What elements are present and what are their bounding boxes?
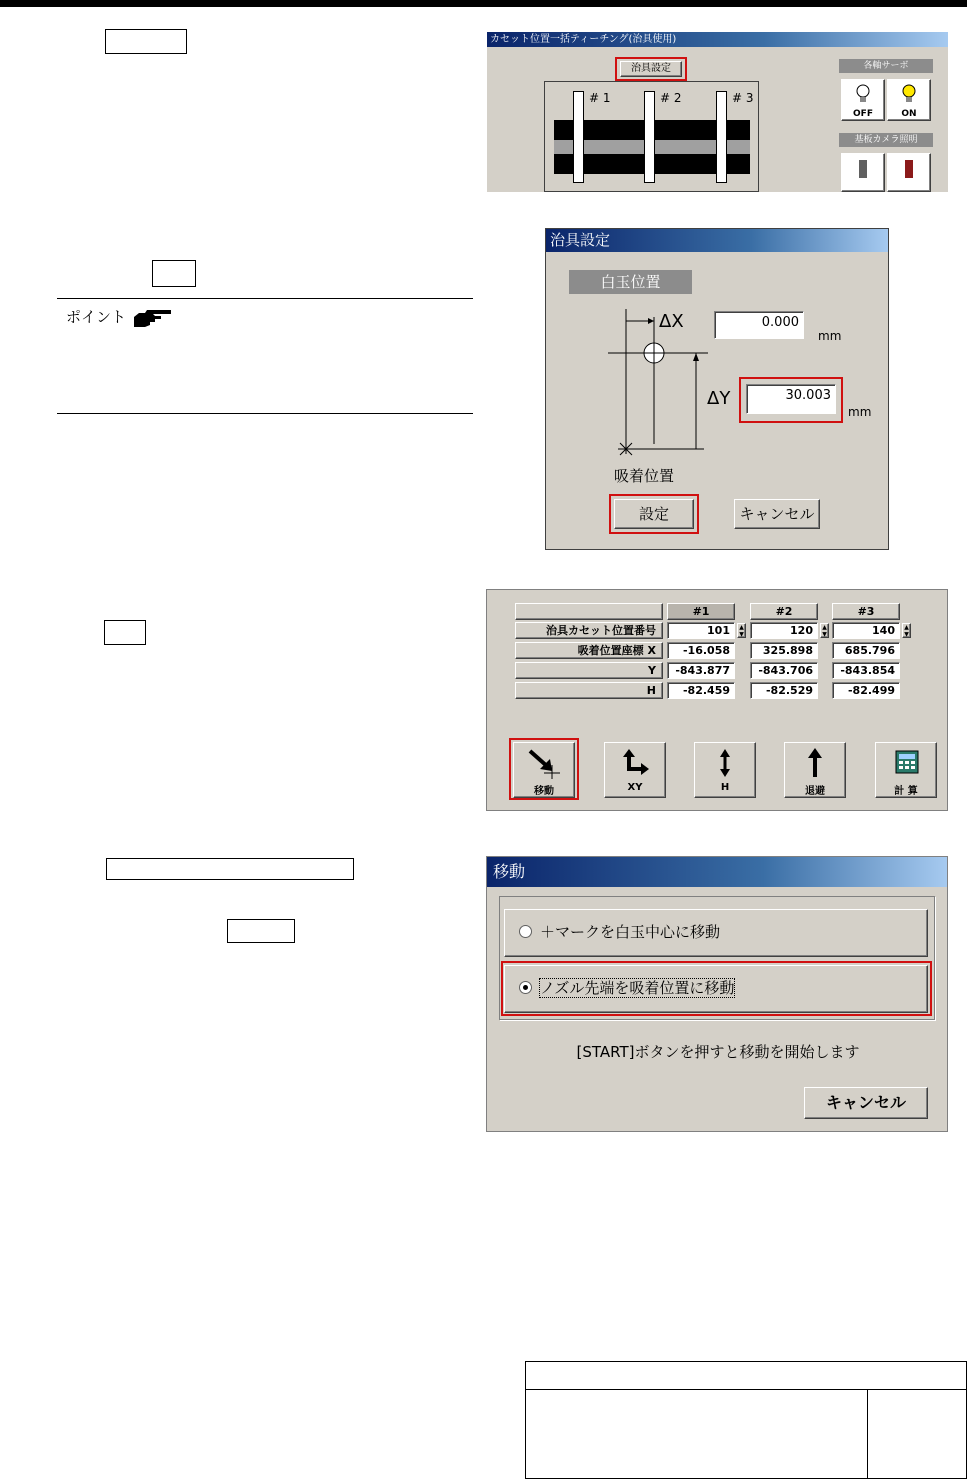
column-header-3[interactable]: #3 (832, 603, 900, 620)
x-value-1: -16.058 (667, 642, 735, 659)
y-value-1: -843.877 (667, 662, 735, 679)
suction-position-label: 吸着位置 (614, 467, 675, 485)
jig-settings-button[interactable]: 治具設定 (620, 61, 682, 77)
slot-2-label: # 2 (660, 91, 682, 105)
dialog-title: 治具設定 (546, 229, 888, 252)
cassette-teaching-window (487, 32, 948, 192)
row-label-x: 吸着位置座標 X (515, 642, 663, 659)
move-button[interactable] (513, 742, 575, 798)
servo-off-label: OFF (853, 109, 873, 119)
h-label: H (720, 782, 730, 793)
dx-unit: mm (818, 329, 842, 343)
set-button[interactable]: 設定 (614, 499, 694, 529)
dy-label: ΔY (707, 388, 731, 409)
h-value-1: -82.459 (667, 682, 735, 699)
x-value-2: 325.898 (750, 642, 818, 659)
radio-unselected (519, 925, 532, 938)
divider (57, 298, 473, 299)
calculator-icon (886, 747, 926, 779)
x-value-3: 685.796 (832, 642, 900, 659)
cassette-no-2[interactable]: 120 (750, 622, 818, 639)
servo-off-button[interactable] (841, 79, 885, 121)
diagonal-arrow-icon (524, 747, 564, 779)
lamp-off-icon (859, 160, 867, 178)
slot-3[interactable] (716, 91, 727, 183)
vertical-arrow-icon (705, 747, 745, 779)
calculate-button[interactable] (875, 742, 937, 798)
key-label-box (227, 919, 295, 943)
bulb-off-icon (855, 83, 871, 105)
key-label-box (106, 858, 354, 880)
move-dialog (486, 856, 948, 1132)
light-off-button[interactable] (841, 153, 885, 192)
cancel-button[interactable]: キャンセル (734, 499, 820, 529)
spin-2[interactable]: ▲ ▼ (820, 623, 829, 638)
servo-on-button[interactable] (887, 79, 931, 121)
table-row-divider (526, 1389, 966, 1390)
up-arrow-icon (795, 747, 835, 779)
cassette-no-1[interactable]: 101 (667, 622, 735, 639)
option-mark-to-ball[interactable] (504, 909, 928, 957)
camera-light-label: 基板カメラ照明 (839, 133, 933, 147)
key-label-box (104, 620, 146, 645)
row-label-cassette-no: 治具カセット位置番号 (515, 622, 663, 639)
bulb-on-icon (899, 83, 919, 105)
h-button[interactable] (694, 742, 756, 798)
window-title: カセット位置一括ティーチング(治具使用) (487, 32, 948, 47)
teaching-table-panel (486, 589, 948, 811)
point-label: ポイント (66, 308, 127, 326)
key-label-box (152, 260, 196, 287)
start-message: [START]ボタンを押すと移動を開始します (576, 1043, 860, 1061)
option-nozzle-to-suction[interactable] (504, 965, 928, 1013)
column-header-2[interactable]: #2 (750, 603, 818, 620)
pointing-hand-icon (131, 307, 175, 329)
slot-2[interactable] (644, 91, 655, 183)
slot-3-label: # 3 (732, 91, 754, 105)
column-header-1[interactable]: #1 (667, 603, 735, 620)
radio-selected (519, 981, 532, 994)
reference-table (525, 1361, 967, 1479)
servo-label: 各軸サーボ (839, 59, 933, 73)
table-col-divider (867, 1389, 868, 1478)
y-value-2: -843.706 (750, 662, 818, 679)
xy-label: XY (627, 782, 643, 793)
row-label-y: Y (515, 662, 663, 679)
option-mark-label: ＋マークを白玉中心に移動 (540, 923, 721, 941)
point-heading (66, 306, 175, 329)
light-on-button[interactable] (887, 153, 931, 192)
cancel-button[interactable]: キャンセル (804, 1087, 928, 1119)
row-label-h: H (515, 682, 663, 699)
spin-1[interactable]: ▲ ▼ (737, 623, 746, 638)
y-value-3: -843.854 (832, 662, 900, 679)
servo-on-label: ON (901, 109, 917, 119)
dy-input[interactable]: 30.003 (746, 384, 836, 414)
calculate-label: 計 算 (894, 786, 918, 797)
slot-1[interactable] (573, 91, 584, 183)
key-label-box (105, 29, 187, 54)
table-header-blank (515, 603, 663, 620)
dialog-title: 移動 (487, 857, 947, 887)
jig-settings-dialog (545, 228, 889, 550)
divider (57, 413, 473, 414)
dy-unit: mm (848, 405, 872, 419)
cassette-diagram (544, 81, 759, 192)
h-value-2: -82.529 (750, 682, 818, 699)
dx-input[interactable]: 0.000 (714, 311, 804, 339)
lamp-on-icon (905, 160, 913, 178)
h-value-3: -82.499 (832, 682, 900, 699)
retract-button[interactable] (784, 742, 846, 798)
cassette-no-3[interactable]: 140 (832, 622, 900, 639)
dx-label: ΔX (659, 311, 684, 332)
xy-arrow-icon (615, 747, 655, 779)
move-label: 移動 (534, 786, 554, 797)
retract-label: 退避 (805, 786, 825, 797)
section-label: 白玉位置 (569, 270, 692, 294)
option-nozzle-label: ノズル先端を吸着位置に移動 (540, 979, 735, 997)
top-rule (0, 0, 967, 7)
slot-1-label: # 1 (589, 91, 611, 105)
spin-3[interactable]: ▲ ▼ (902, 623, 911, 638)
xy-button[interactable] (604, 742, 666, 798)
